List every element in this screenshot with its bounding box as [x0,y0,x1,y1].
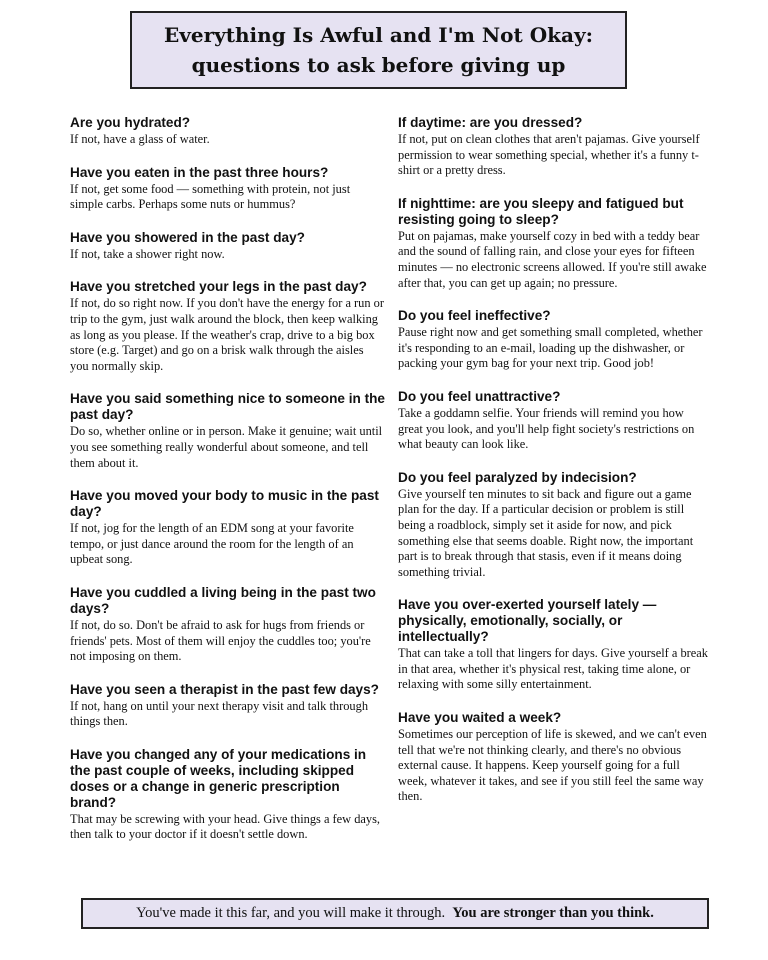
question-item [70,488,385,568]
answer: Give yourself ten minutes to sit back and figure out a game plan for the day. If a particular decision or problem is still being a roadblock, simply set it aside for now, and pick something else that seems doable. Right now, the important part is to break through that stasis, even if it means doing something trivial. [398,486,694,579]
left-column [70,115,385,843]
question: Have you over-exerted yourself lately — physically, emotionally, socially, or intellectually? [398,597,657,645]
answer: If not, take a shower right now. [70,246,225,261]
answer: If not, jog for the length of an EDM song at your favorite tempo, or just dance around the room for the length of an upbeat song. [70,521,354,567]
question: Have you eaten in the past three hours? [70,164,329,180]
answer: That may be screwing with your head. Give things a few days, then talk to your doctor if it doesn't settle down. [70,811,381,842]
answer: Take a goddamn selfie. Your friends will remind you how great you look, and you'll help fight society's restrictions on what beauty can look like. [398,405,695,452]
question-item [70,747,385,843]
question-item [398,308,708,372]
question: Have you waited a week? [398,710,562,726]
footer-text: You've made it this far, and you will make it through. [136,905,446,921]
question: If daytime: are you dressed? [398,115,583,130]
question: Have you said something nice to someone in the past day? [70,391,385,423]
footer-box [81,898,709,929]
answer: If not, put on clean clothes that aren't pajamas. Give yourself permission to wear something special, whether it's a funny t-shirt or a pretty dress. [398,132,700,178]
question-item [70,165,385,213]
question: Have you cuddled a living being in the past two days? [70,584,376,616]
question-item [70,585,385,665]
question-item [70,115,385,148]
question-item [70,279,385,374]
question: Do you feel ineffective? [398,308,551,324]
answer: That can take a toll that lingers for days. Give yourself a break in that area, whether it's physical rest, taking time alone, or relaxing with some silly entertainment. [398,646,708,692]
answer: Sometimes our perception of life is skewed, and we can't even tell that we're not thinking clearly, and there's no obvious external cause. It happens. Keep yourself going for a full week, whatever it takes, and see if you still feel the same way then. [398,727,707,804]
question: Have you showered in the past day? [70,229,305,245]
question-item [398,196,708,291]
question: Have you moved your body to music in the past day? [70,488,379,520]
question: Have you stretched your legs in the past day? [70,279,367,295]
right-column [398,115,708,805]
title-box [130,11,627,89]
question-item [70,230,385,263]
question-item [398,710,708,805]
question: Have you changed any of your medications in the past couple of weeks, including skipped doses or a change in generic prescription brand? [70,746,367,810]
question: Do you feel paralyzed by indecision? [398,469,637,485]
question-item [398,470,708,581]
question-item [398,597,708,693]
answer: If not, have a glass of water. [70,132,210,146]
answer: If not, do so. Don't be afraid to ask for hugs from friends or friends' pets. Most of them will enjoy the cuddles too; you're not imposing on them. [70,617,371,664]
question: If nighttime: are you sleepy and fatigued but resisting going to sleep? [398,195,684,227]
answer: Put on pajamas, make yourself cozy in bed with a teddy bear and the sound of falling rain, and close your eyes for fifteen minutes — no electronic screens allowed. If you're still awake after that, you can get up again; no pressure. [398,228,707,290]
question-item [398,389,708,453]
answer: If not, get some food — something with protein, not just simple carbs. Perhaps some nuts or hummus? [70,181,351,212]
answer: If not, do so right now. If you don't have the energy for a run or trip to the gym, just walk around the block, then keep walking as long as you please. If the weather's crap, drive to a big box store (e.g. Target) and go on a brisk walk through the aisles you normally skip. [70,296,384,373]
question: Have you seen a therapist in the past few days? [70,681,379,697]
question-item [398,115,708,179]
answer: Pause right now and get something small completed, whether it's responding to an e-mail, loading up the dishwasher, or packing your gym bag for your next trip. Good job! [398,325,703,371]
title-line-1: Everything Is Awful and I'm Not Okay: [164,23,593,47]
question: Do you feel unattractive? [398,388,561,404]
answer: Do so, whether online or in person. Make it genuine; wait until you see something really wonderful about someone, and tell them about it. [70,424,383,470]
question: Are you hydrated? [70,115,191,130]
answer: If not, hang on until your next therapy visit and talk through things then. [70,698,369,729]
title-line-2: questions to ask before giving up [191,53,566,77]
footer-bold-text: You are stronger than you think. [452,905,654,921]
question-item [70,391,385,471]
question-item [70,682,385,730]
